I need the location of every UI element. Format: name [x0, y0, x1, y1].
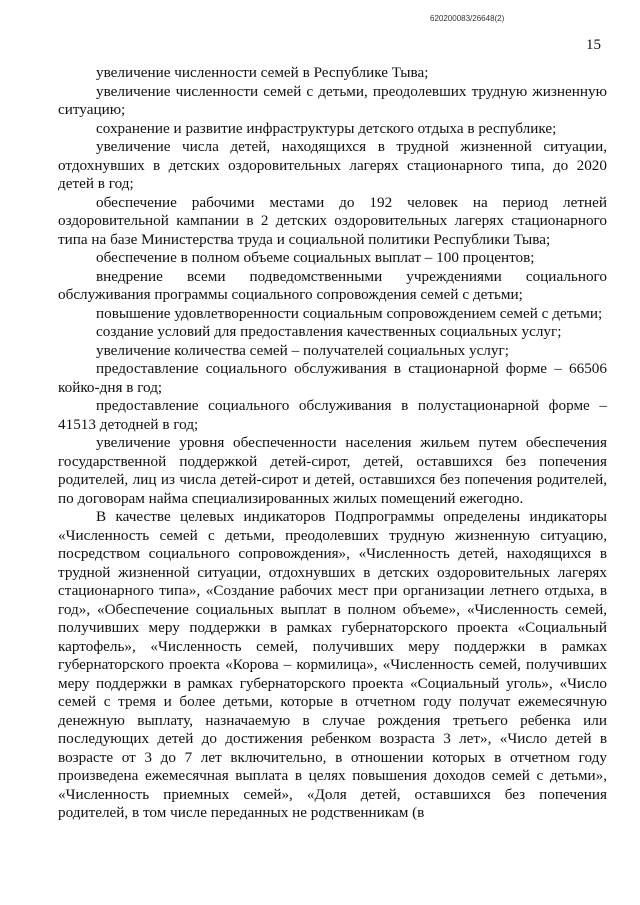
paragraph: предоставление социального обслуживания в полустационарной форме – 41513 детодней в год;: [58, 397, 607, 433]
paragraph: увеличение численности семей в Республике Тыва;: [96, 64, 429, 81]
paragraph: внедрение всеми подведомственными учреждениями социального обслуживания программы социального сопровождения семей с детьми;: [58, 267, 607, 303]
paragraph: увеличение количества семей – получателей социальных услуг;: [96, 341, 509, 359]
paragraph: создание условий для предоставления качественных социальных услуг;: [96, 323, 562, 340]
paragraph: увеличение числа детей, находящихся в трудной жизненной ситуации, отдохнувших в детских оздоровительных лагерях стационарного типа, до 2020 детей в год;: [58, 138, 607, 192]
document-registration-number: 620200083/26648(2): [430, 14, 505, 23]
paragraph: сохранение и развитие инфраструктуры детского отдыха в республике;: [96, 119, 557, 137]
paragraph: увеличение уровня обеспеченности населения жильем путем обеспечения государственной поддержкой детей-сирот, детей, оставшихся без попечения родителей, лиц из числа детей-сирот и детей, оставшихся без попечения родителей, по договорам найма специализированных жилых помещений ежегодно.: [58, 434, 607, 507]
document-body: [58, 64, 607, 823]
paragraph: обеспечение в полном объеме социальных выплат – 100 процентов;: [96, 249, 535, 266]
page-number: 15: [586, 37, 601, 53]
paragraph: увеличение численности семей с детьми, преодолевших трудную жизненную ситуацию;: [58, 82, 607, 118]
paragraph: предоставление социального обслуживания в стационарной форме – 66506 койко-дня в год;: [58, 360, 607, 396]
paragraph: В качестве целевых индикаторов Подпрограммы определены индикаторы «Численность семей с детьми, преодолевших трудную жизненную ситуацию, посредством социального сопровождения», «Численность детей, находящихся в трудной жизненной ситуации, отдохнувших в детских оздоровительных лагерях стационарного типа», «Создание рабочих мест при организации летнего отдыха, в год», «Обеспечение социальных выплат в полном объеме», «Численность семей, получивших меру поддержки в рамках губернаторского проекта «Социальный картофель», «Численность семей, получивших меру поддержки в рамках губернаторского проекта «Корова – кормилица», «Численность семей, получивших меру поддержки в рамках губернаторского проекта «Социальный уголь», «Число семей с тремя и более детьми, которые в отчетном году получат ежемесячную денежную выплату, назначаемую в случае рождения третьего ребенка или последующих детей до достижения ребенком возраста 3 лет», «Число детей в возрасте от 3 до 7 лет включительно, в отношении которых в отчетном году произведена ежемесячная выплата в целях повышения доходов семей с детьми», «Численность приемных семей», «Доля детей, оставшихся без попечения родителей, в том числе переданных не родственникам (в: [58, 508, 607, 821]
paragraph: повышение удовлетворенности социальным сопровождением семей с детьми;: [96, 304, 603, 322]
paragraph: обеспечение рабочими местами до 192 человек на период летней оздоровительной кампании в 2 детских оздоровительных лагерях стационарного типа на базе Министерства труда и социальной политики Республики Тыва;: [58, 193, 607, 248]
